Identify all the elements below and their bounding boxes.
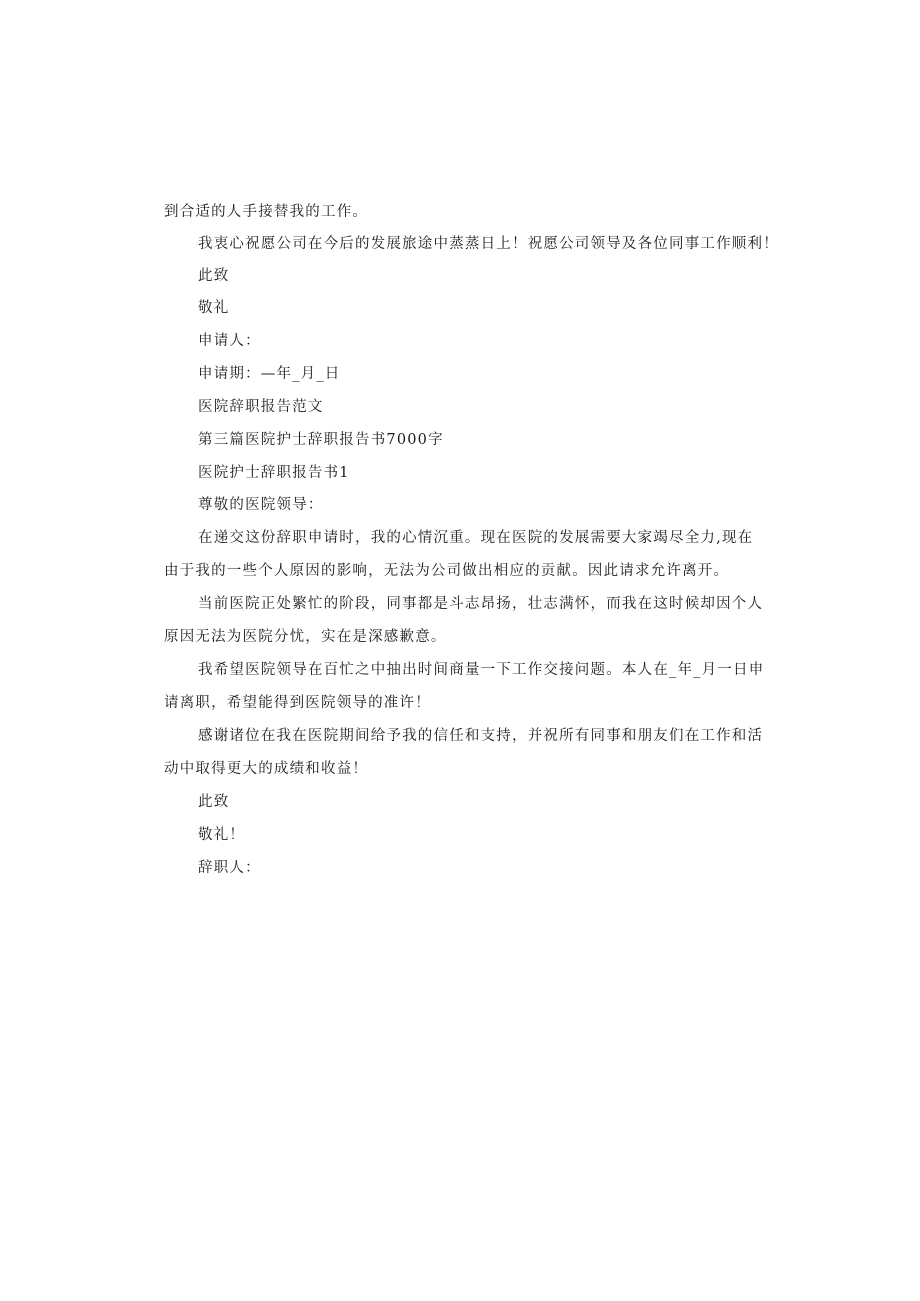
closing-salutation: 此致 [198,794,230,810]
paragraph-line: 请离职，希望能得到医院领导的准许！ [164,695,431,711]
paragraph-line: 感谢诸位在我在医院期间给予我的信任和支持，并祝所有同事和朋友们在工作和活 [198,728,764,744]
closing-regards: 敬礼 [198,300,230,316]
paragraph-line: 动中取得更大的成绩和收益！ [164,761,369,777]
section-title: 医院护士辞职报告书1 [198,465,350,481]
paragraph-line: 当前医院正处繁忙的阶段，同事都是斗志昂扬，壮志满怀，而我在这时候却因个人 [198,596,764,612]
resigner-label: 辞职人： [198,860,261,876]
section-title: 第三篇医院护士辞职报告书7000字 [198,432,444,448]
text-line: 我衷心祝愿公司在今后的发展旅途中蒸蒸日上！祝愿公司领导及各位同事工作顺利！ [198,236,779,252]
section-title: 医院辞职报告范文 [198,399,324,415]
paragraph-line: 我希望医院领导在百忙之中抽出时间商量一下工作交接问题。本人在_年_月一日申 [198,662,765,678]
text-line: 到合适的人手接替我的工作。 [164,204,369,220]
greeting: 尊敬的医院领导： [198,497,324,513]
applicant-label: 申请人： [198,333,261,349]
paragraph-line: 原因无法为医院分忧，实在是深感歉意。 [164,629,447,645]
closing-salutation: 此致 [198,268,230,284]
closing-regards: 敬礼！ [198,827,246,843]
paragraph-line: 由于我的一些个人原因的影响，无法为公司做出相应的贡献。因此请求允许离开。 [164,563,730,579]
application-date: 申请期：—年_月_日 [198,366,341,382]
paragraph-line: 在递交这份辞职申请时，我的心情沉重。现在医院的发展需要大家竭尽全力,现在 [198,530,754,546]
